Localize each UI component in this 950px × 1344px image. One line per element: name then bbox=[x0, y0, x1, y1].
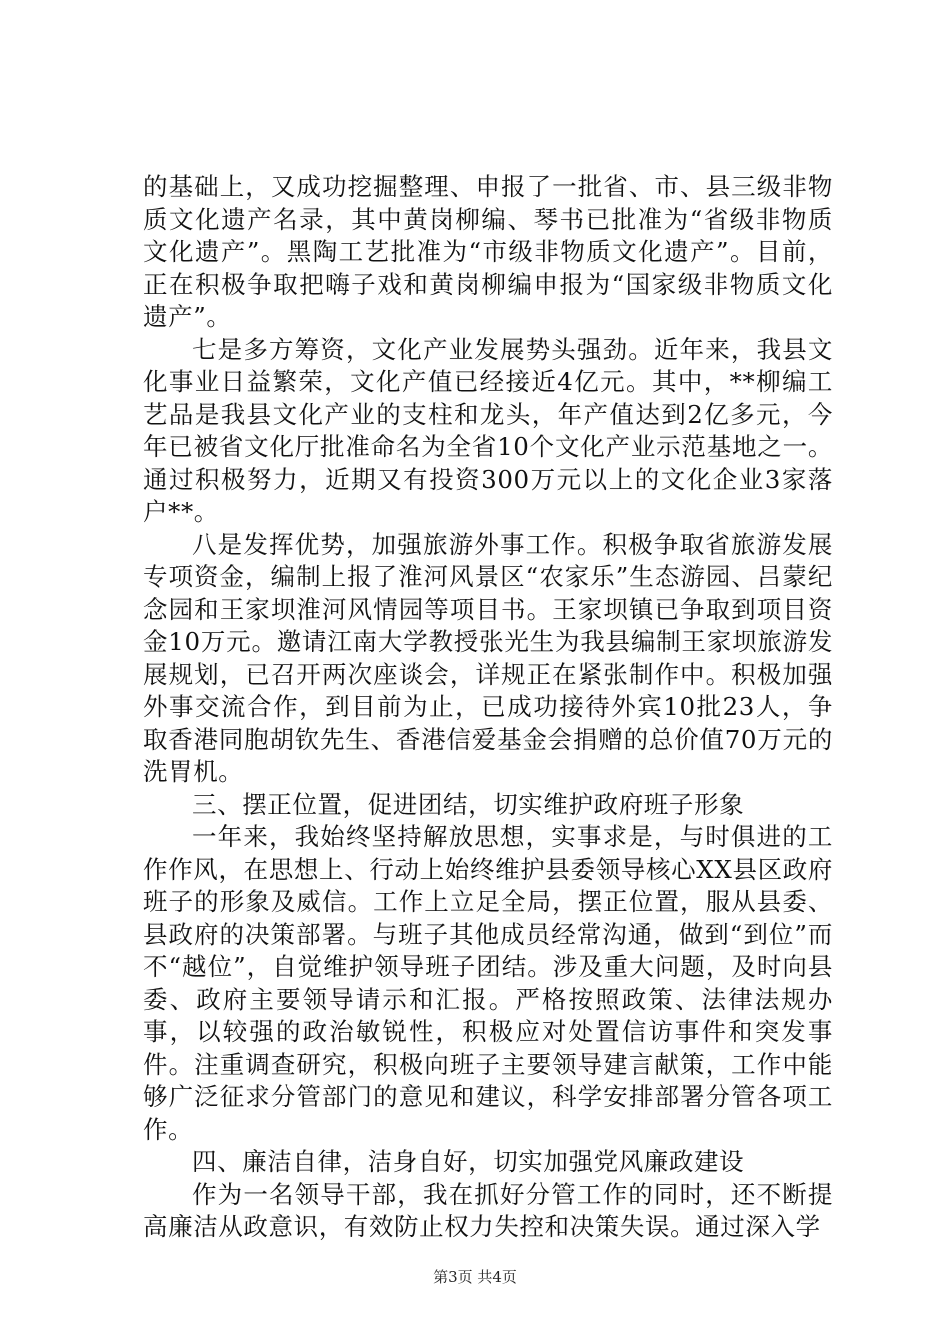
page-footer bbox=[0, 1266, 950, 1287]
section-heading-3: 三、摆正位置，促进团结，切实维护政府班子形象 bbox=[192, 789, 745, 819]
paragraph-culture-industry: 七是多方筹资，文化产业发展势头强劲。近年来，我县文化事业日益繁荣，文化产值已经接近4亿元。其中，**柳编工艺品是我县文化产业的支柱和龙头，年产值达到2亿多元，今年已被省文化厅批准命名为全省10个文化产业示范基地之一。通过积极努力，近期又有投资300万元以上的文化企业3家落户**。 bbox=[143, 334, 833, 526]
page-number-label: 第3页 共4页 bbox=[433, 1268, 517, 1286]
document-body bbox=[143, 171, 833, 1244]
paragraph-tourism-foreign-affairs: 八是发挥优势，加强旅游外事工作。积极争取省旅游发展专项资金，编制上报了淮河风景区“农家乐”生态游园、吕蒙纪念园和王家坝淮河风情园等项目书。王家坝镇已争取到项目资金10万元。邀请江南大学教授张光生为我县编制王家坝旅游发展规划，已召开两次座谈会，详规正在紧张制作中。积极加强外事交流合作，到目前为止，已成功接待外宾10批23人，争取香港同胞胡钦先生、香港信爱基金会捐赠的总价值70万元的洗胃机。 bbox=[143, 529, 833, 786]
section-heading-4: 四、廉洁自律，洁身自好，切实加强党风廉政建设 bbox=[192, 1147, 745, 1176]
paragraph-continuation: 的基础上，又成功挖掘整理、申报了一批省、市、县三级非物质文化遗产名录，其中黄岗柳编、琴书已批准为“省级非物质文化遗产”。黑陶工艺批准为“市级非物质文化遗产”。目前，正在积极争取把嗨子戏和黄岗柳编申报为“国家级非物质文化遗产”。 bbox=[143, 172, 833, 331]
paragraph-integrity: 作为一名领导干部，我在抓好分管工作的同时，还不断提高廉洁从政意识，有效防止权力失控和决策失误。通过深入学 bbox=[143, 1179, 833, 1241]
paragraph-team-unity: 一年来，我始终坚持解放思想，实事求是，与时俱进的工作作风，在思想上、行动上始终维护县委领导核心XX县区政府班子的形象及威信。工作上立足全局，摆正位置，服从县委、县政府的决策部署。与班子其他成员经常沟通，做到“到位”而不“越位”，自觉维护领导班子团结。涉及重大问题，及时向县委、政府主要领导请示和汇报。严格按照政策、法律法规办事，以较强的政治敏锐性，积极应对处置信访事件和突发事件。注重调查研究，积极向班子主要领导建言献策，工作中能够广泛征求分管部门的意见和建议，科学安排部署分管各项工作。 bbox=[143, 822, 833, 1144]
